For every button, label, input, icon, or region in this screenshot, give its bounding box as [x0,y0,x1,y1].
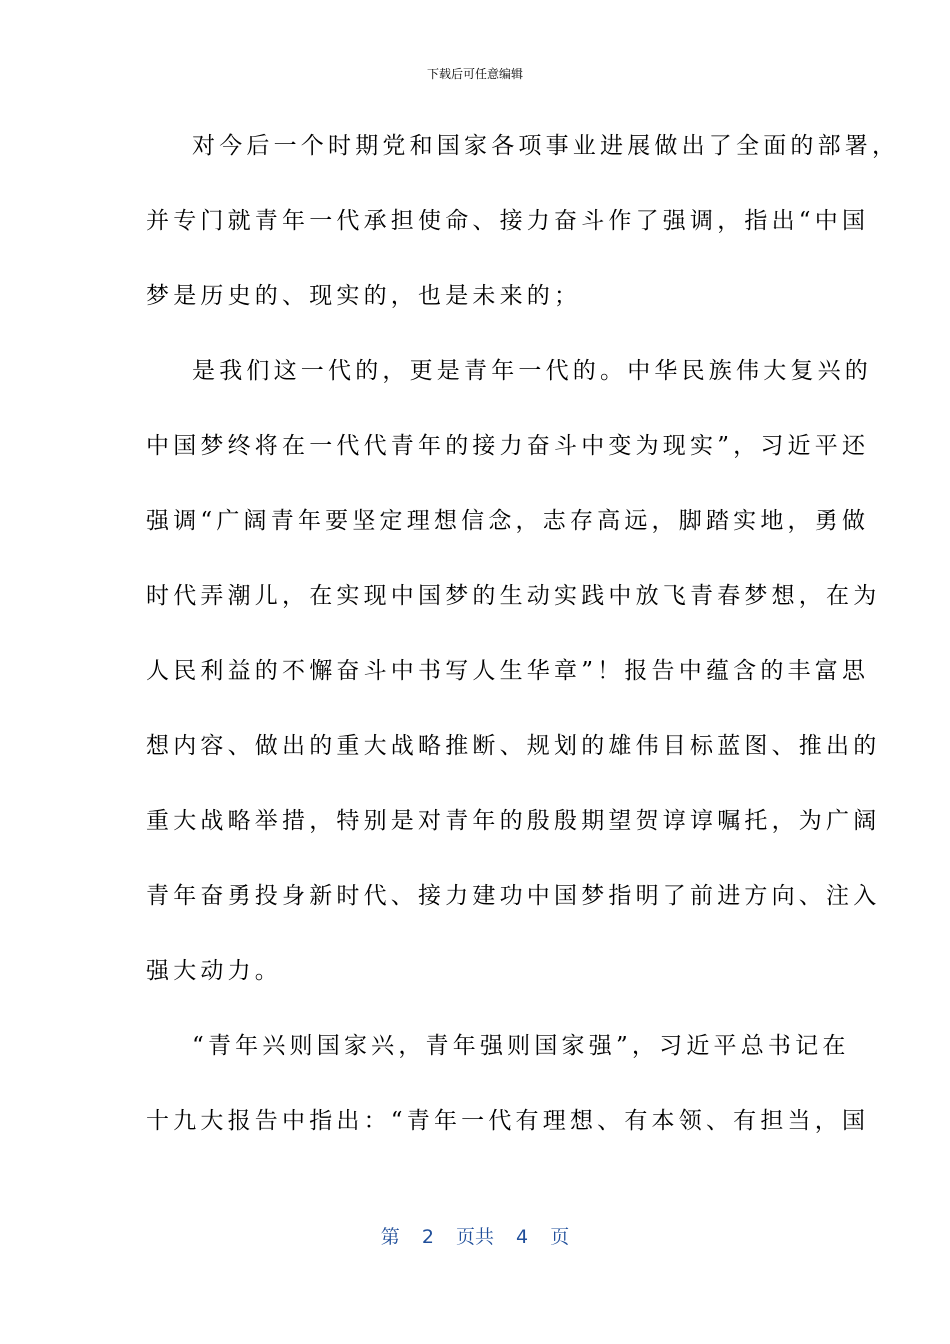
text-line: 强大动力。 [146,958,282,984]
text-line: 并专门就青年一代承担使命、接力奋斗作了强调，指出“中国 [146,208,870,234]
text-line: 重大战略举措，特别是对青年的殷殷期望贺谆谆嘱托，为广阔 [146,808,881,834]
footer-prefix: 第 [380,1226,400,1248]
footer-middle: 页共 [455,1226,494,1248]
text-line: 想内容、做出的重大战略推断、规划的雄伟目标蓝图、推出的 [146,733,881,759]
header-note: 下载后可任意编辑 [426,67,523,81]
text-line: “青年兴则国家兴，青年强则国家强”，习近平总书记在 [192,1033,850,1059]
document-body [146,126,900,1176]
text-line: 强调“广阔青年要坚定理想信念，志存高远，脚踏实地，勇做 [146,508,870,534]
text-line: 中国梦终将在一代代青年的接力奋斗中变为现实”，习近平还 [146,433,870,459]
text-line: 梦是历史的、现实的，也是未来的； [146,283,582,309]
footer-total-pages: 4 [516,1226,529,1248]
text-line: 十九大报告中指出：“青年一代有理想、有本领、有担当，国 [146,1108,870,1134]
footer-suffix: 页 [550,1226,570,1248]
text-line: 人民利益的不懈奋斗中书写人生华章”！报告中蕴含的丰富思 [146,658,870,684]
text-line: 时代弄潮儿，在实现中国梦的生动实践中放飞青春梦想，在为 [146,583,881,609]
text-line: 对今后一个时期党和国家各项事业进展做出了全面的部署， [192,133,900,159]
text-line: 青年奋勇投身新时代、接力建功中国梦指明了前进方向、注入 [146,883,881,909]
footer-current-page: 2 [421,1226,434,1248]
page-footer [0,1224,950,1250]
text-line: 是我们这一代的，更是青年一代的。中华民族伟大复兴的 [192,358,872,384]
